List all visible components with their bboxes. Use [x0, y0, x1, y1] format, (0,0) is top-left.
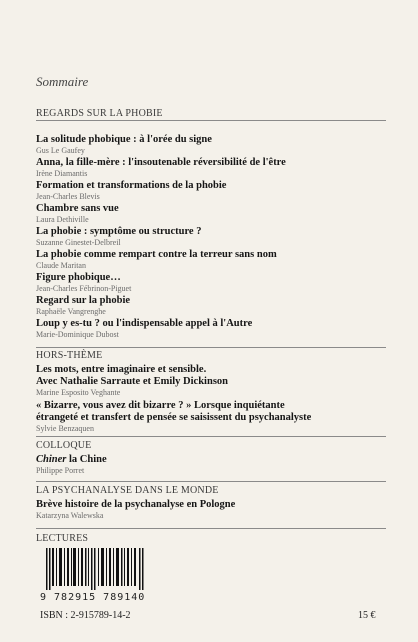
price: 15 € — [358, 610, 376, 621]
entry-author: Jean-Charles Blevis — [36, 192, 100, 201]
barcode-bars-icon — [40, 548, 150, 590]
page-title: Sommaire — [36, 74, 89, 89]
entry-title-line1: Les mots, entre imaginaire et sensible. — [36, 364, 207, 375]
entry-author: Sylvie Benzaquen — [36, 424, 94, 433]
isbn: ISBN : 2-915789-14-2 — [40, 610, 131, 621]
section-rule — [36, 120, 386, 121]
section-heading-hors-theme: HORS-THÈME — [36, 350, 103, 361]
list-item — [36, 226, 396, 248]
section-rule — [36, 347, 386, 348]
list-item — [36, 400, 396, 434]
entry-author: Raphaële Vangrenghe — [36, 307, 106, 316]
entry-title: Loup y es-tu ? ou l'indispensable appel à l'Autre — [36, 318, 253, 329]
entry-author: Suzanne Ginestet-Delbreil — [36, 238, 121, 247]
entry-author: Philippe Porret — [36, 466, 85, 475]
entry-title-italic: Chiner — [36, 454, 67, 465]
entry-title: Anna, la fille-mère : l'insoutenable réversibilité de l'être — [36, 157, 286, 168]
entry-author: Gus Le Gaufey — [36, 146, 85, 155]
list-item — [36, 249, 396, 271]
section-heading-colloque: COLLOQUE — [36, 440, 92, 451]
list-item — [36, 157, 396, 179]
entry-title: La solitude phobique : à l'orée du signe — [36, 134, 212, 145]
barcode — [40, 548, 150, 604]
entry-author: Marie-Dominique Dubost — [36, 330, 119, 339]
entry-title-line1: « Bizarre, vous avez dit bizarre ? » Lorsque inquiétante — [36, 400, 285, 411]
list-item — [36, 134, 396, 156]
list-item — [36, 318, 396, 340]
list-item — [36, 364, 396, 398]
entry-author: Laura Dethiville — [36, 215, 89, 224]
entry-title-line2: Avec Nathalie Sarraute et Emily Dickinson — [36, 376, 228, 387]
section-rule — [36, 436, 386, 437]
entry-title-rest: la Chine — [66, 454, 107, 465]
entry-title: Brève histoire de la psychanalyse en Pologne — [36, 499, 236, 510]
entry-title-line2: étrangeté et transfert de pensée se saisissent du psychanalyste — [36, 412, 312, 423]
entry-author: Jean-Charles Fébrinon-Piguet — [36, 284, 132, 293]
entry-author: Claude Maritan — [36, 261, 86, 270]
section-heading-psychanalyse-monde: LA PSYCHANALYSE DANS LE MONDE — [36, 485, 219, 496]
entry-title: Regard sur la phobie — [36, 295, 131, 306]
list-item — [36, 180, 396, 202]
list-item — [36, 454, 396, 476]
list-item — [36, 272, 396, 294]
section-rule — [36, 481, 386, 482]
entry-author: Marine Esposito Veghante — [36, 388, 121, 397]
list-item — [36, 295, 396, 317]
entry-author: Katarzyna Walewska — [36, 511, 104, 520]
section-rule — [36, 528, 386, 529]
entry-title: La phobie comme rempart contre la terreur sans nom — [36, 249, 277, 260]
entry-title: La phobie : symptôme ou structure ? — [36, 226, 202, 237]
entry-title: Figure phobique… — [36, 272, 121, 283]
entry-author: Irène Diamantis — [36, 169, 88, 178]
entry-title — [36, 454, 396, 466]
section-heading-lectures: LECTURES — [36, 533, 89, 544]
entry-title: Chambre sans vue — [36, 203, 119, 214]
list-item — [36, 203, 396, 225]
barcode-number: 9 782915 789140 — [40, 592, 146, 603]
list-item — [36, 499, 396, 521]
section-heading-regards: REGARDS SUR LA PHOBIE — [36, 108, 163, 119]
entry-title: Formation et transformations de la phobie — [36, 180, 227, 191]
